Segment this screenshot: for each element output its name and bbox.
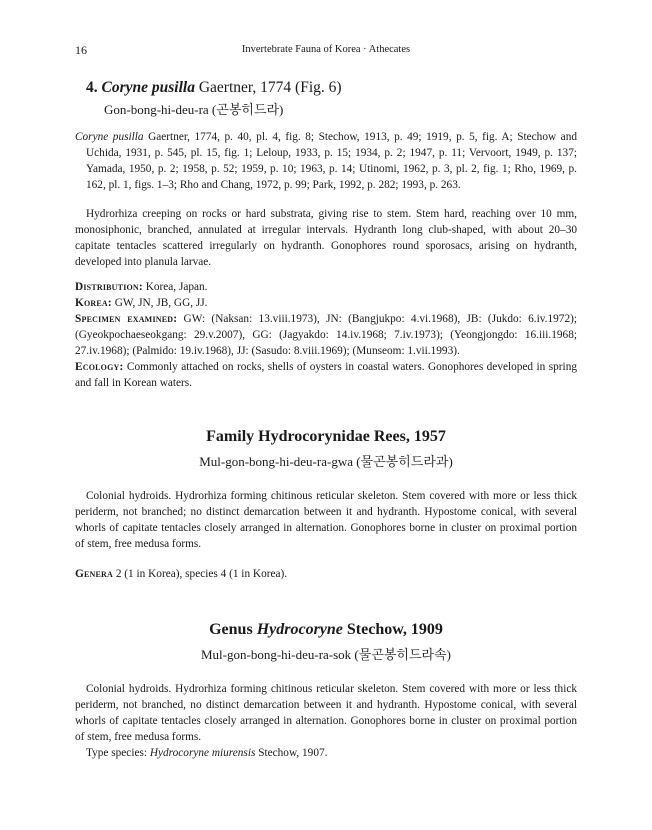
genus-title xyxy=(75,621,577,639)
genera-text: 2 (1 in Korea), species 4 (1 in Korea). xyxy=(113,568,288,580)
synonymy-name: Coryne pusilla xyxy=(75,131,144,143)
genus-title-suffix: Stechow, 1909 xyxy=(342,621,443,638)
ecology-text: Commonly attached on rocks, shells of oysters in coastal waters. Gonophores developed in spring and fall in Korean waters. xyxy=(75,361,577,389)
species-author-year: Gaertner, 1774 xyxy=(194,79,292,96)
synonymy-paragraph xyxy=(75,129,577,193)
korea-label: Korea: xyxy=(75,297,112,309)
korea-paragraph xyxy=(75,295,577,311)
journal-title: Invertebrate Fauna of Korea · Athecates xyxy=(241,44,411,55)
species-scientific-name: Coryne pusilla xyxy=(101,79,195,96)
species-description: Hydrorhiza creeping on rocks or hard substrata, giving rise to stem. Stem hard, reaching over 10 mm, monosiphonic, branched, annulated at irregular intervals. Hydranth long club-shaped, with about 20–30 capitate tentacles scattered irregularly on hydranth. Gonophores round sporosacs, arising on hydranth, developed into planula larvae. xyxy=(75,208,577,268)
distribution-label: Distribution: xyxy=(75,281,143,293)
family-korean-name: Mul-gon-bong-hi-deu-ra-gwa (물곤봉히드라과) xyxy=(199,454,453,469)
type-species-author: Stechow, 1907. xyxy=(255,747,328,759)
specimen-text: GW: (Naksan: 13.viii.1973), JN: (Bangjukpo: 4.vi.1968), JB: (Jukdo: 6.iv.1972); (Gyeokpochaeseokgang: 29.v.2007), GG: (Jagyakdo: 14.iv.1968; 7.iv.1973); (Yeongjongdo: 16.iii.1968; 27.iv.1968); (Palmido: 19.iv.1968), JJ: (Sasudo: 8.viii.1969); (Munseom: 1.vii.1993). xyxy=(75,313,577,357)
running-header xyxy=(75,43,577,59)
species-number: 4. xyxy=(86,79,98,96)
genus-title-prefix: Genus xyxy=(209,621,257,638)
genera-paragraph xyxy=(75,566,577,582)
korea-text: GW, JN, JB, GG, JJ. xyxy=(111,297,208,309)
distribution-paragraph xyxy=(75,279,577,295)
genus-description: Colonial hydroids. Hydrorhiza forming chitinous reticular skeleton. Stem covered with more or less thick periderm, not branched, no distinct demarcation between it and hydranth. Hypostome conical, with several whorls of capitate tentacles closely arranged in alternation. Gonophores borne in cluster on proximal portion of stem, free medusa forms. xyxy=(75,683,577,743)
page-number: 16 xyxy=(75,43,87,57)
family-title: Family Hydrocorynidae Rees, 1957 xyxy=(206,428,446,445)
ecology-label: Ecology: xyxy=(75,361,124,373)
type-species-paragraph xyxy=(75,745,577,761)
type-species-name: Hydrocoryne miurensis xyxy=(149,747,256,759)
genus-title-name: Hydrocoryne xyxy=(256,621,343,638)
synonymy-text: Gaertner, 1774, p. 40, pl. 4, fig. 8; Stechow, 1913, p. 49; 1919, p. 5, fig. A; Stechow and Uchida, 1931, p. 545, pl. 15, fig. 1; Leloup, 1933, p. 15; 1934, p. 2; 1947, p. 11; Vervoort, 1949, p. 137; Yamada, 1950, p. 2; 1958, p. 52; 1959, p. 10; 1963, p. 14; Utinomi, 1962, p. 3, pl. 2, fig. 1; Rho, 1969, p. 162, pl. 1, figs. 1–3; Rho and Chang, 1972, p. 99; Park, 1992, p. 282; 1993, p. 263. xyxy=(86,131,577,191)
family-description: Colonial hydroids. Hydrorhiza forming chitinous reticular skeleton. Stem covered with more or less thick periderm, not branched; no distinct demarcation between it and hydranth. Hypostome conical, with several whorls of capitate tentacles closely arranged in alternation. Gonophores borne in cluster on proximal portion of stem, free medusa forms. xyxy=(75,490,577,550)
ecology-paragraph xyxy=(75,359,577,391)
species-korean-name: Gon-bong-hi-deu-ra (곤봉히드라) xyxy=(104,102,284,117)
species-heading xyxy=(86,79,342,97)
genera-label: Genera xyxy=(75,568,113,580)
species-fig-ref: (Fig. 6) xyxy=(291,79,342,96)
distribution-text: Korea, Japan. xyxy=(142,281,208,293)
specimen-label: Specimen examined: xyxy=(75,313,178,325)
specimen-paragraph xyxy=(75,311,577,359)
genus-korean-name: Mul-gon-bong-hi-deu-ra-sok (물곤봉히드라속) xyxy=(201,647,451,662)
type-species-label: Type species: xyxy=(86,747,150,759)
